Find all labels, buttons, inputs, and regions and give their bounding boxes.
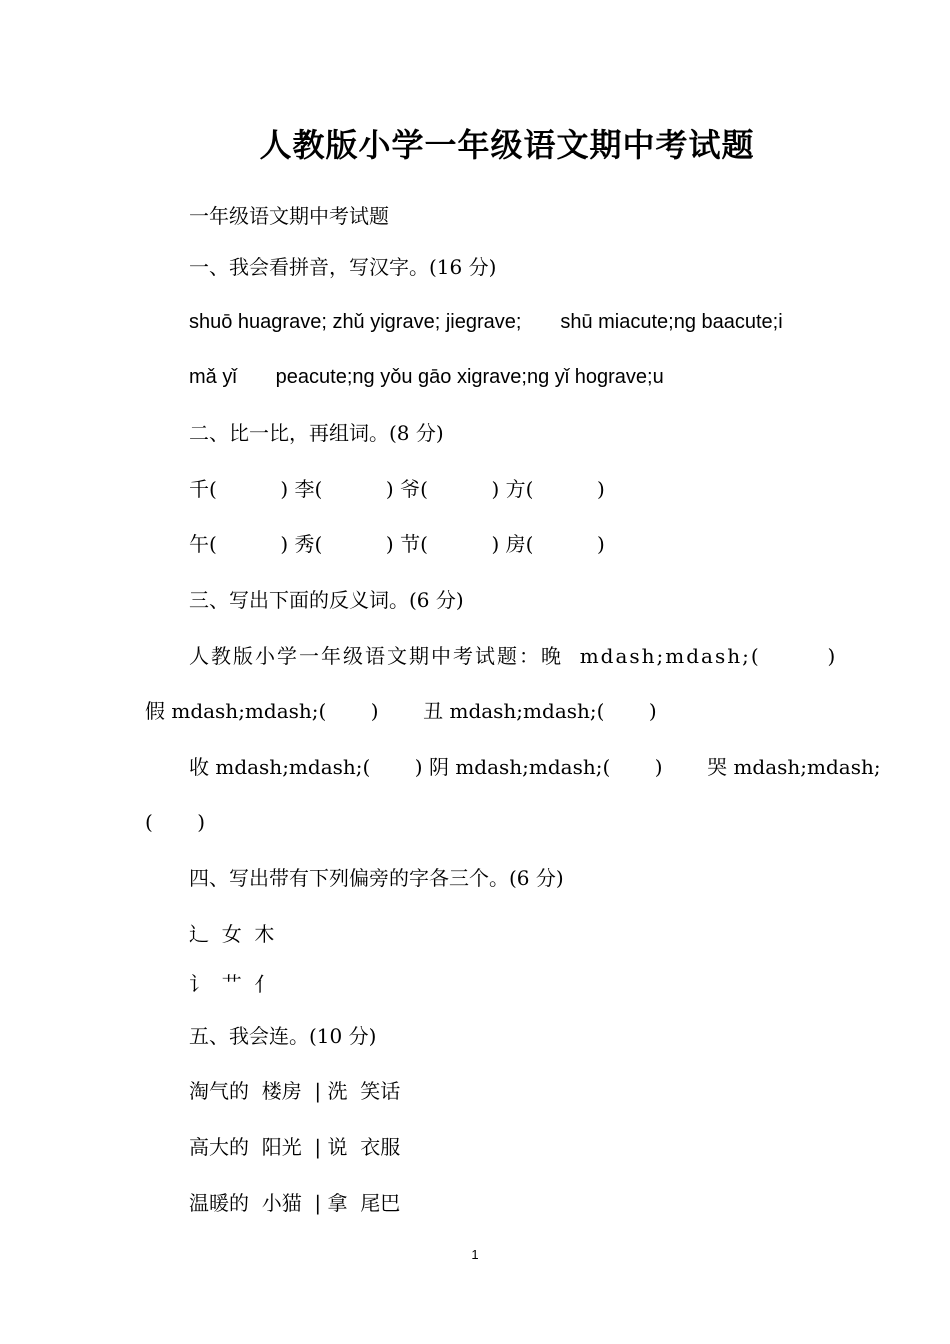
page-number: 1 [471,1247,479,1262]
radical-row-2: 讠 艹 亻 [189,972,275,996]
antonym-line-2: 假 mdash;mdash;( ) 丑 mdash;mdash;( ) [145,699,657,723]
radical-row-1: 辶 女 木 [189,922,275,946]
section-4-heading: 四、写出带有下列偏旁的字各三个。(6 分) [189,866,564,890]
match-row-3: 温暖的 小猫 | 拿 尾巴 [189,1191,401,1215]
section-1-heading: 一、我会看拼音，写汉字。(16 分) [189,255,497,279]
section-5-heading: 五、我会连。(10 分) [189,1024,377,1048]
pinyin-line-2: mǎ yǐ peacute;ng yǒu gāo xigrave;ng yǐ hograve;u [189,366,664,388]
pinyin-line-1: shuō huagrave; zhǔ yigrave; jiegrave; shū miacute;ng baacute;i [189,311,783,333]
document-title: 人教版小学一年级语文期中考试题 [259,126,755,164]
section-2-heading: 二、比一比，再组词。(8 分) [189,421,444,445]
match-row-1: 淘气的 楼房 | 洗 笑话 [189,1079,401,1103]
antonym-line-3: 收 mdash;mdash;( ) 阴 mdash;mdash;( ) 哭 mdash;mdash; [189,755,881,779]
antonym-line-4: ( ) [145,810,206,834]
match-row-2: 高大的 阳光 | 说 衣服 [189,1135,401,1159]
compare-row-2: 午( ) 秀( ) 节( ) 房( ) [189,532,605,556]
subtitle-line: 一年级语文期中考试题 [189,204,389,228]
compare-row-1: 千( ) 李( ) 爷( ) 方( ) [189,477,605,501]
section-3-heading: 三、写出下面的反义词。(6 分) [189,588,464,612]
antonym-line-1: 人教版小学一年级语文期中考试题：晚 mdash;mdash;( ) [189,644,838,668]
